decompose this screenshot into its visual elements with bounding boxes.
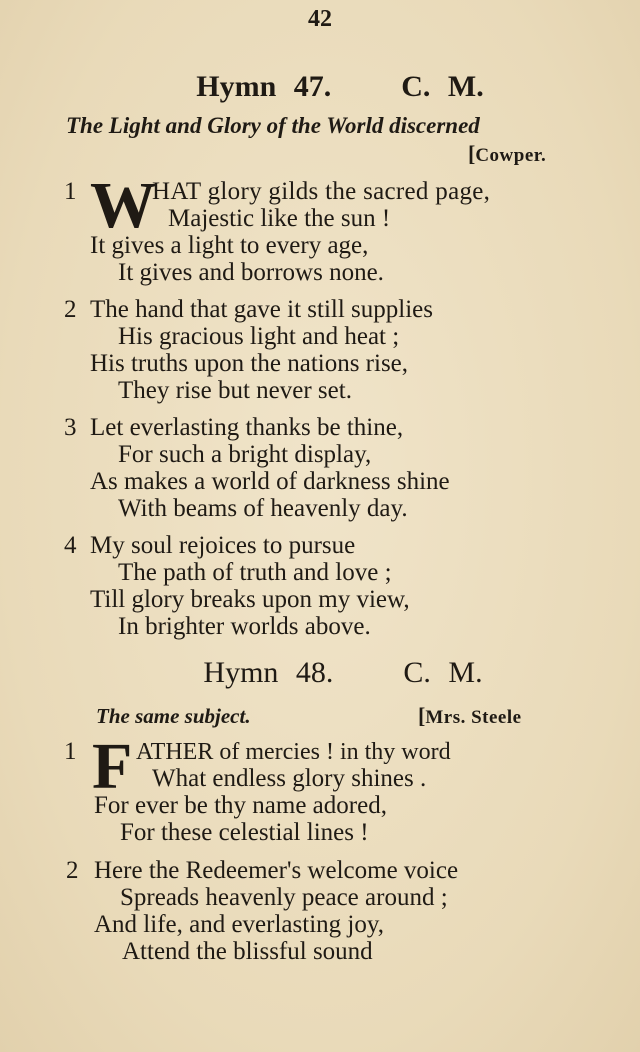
hymn-48-title: Hymn 48. C. M. xyxy=(203,656,483,689)
hymn-47-subtitle: The Light and Glory of the World discerned xyxy=(66,113,480,138)
verse-number: 2 xyxy=(64,296,77,323)
drop-cap: W xyxy=(90,169,156,242)
verse-line: The hand that gave it still supplies xyxy=(90,296,433,323)
drop-cap: F xyxy=(92,730,133,803)
verse-line: It gives a light to every age, xyxy=(90,232,369,259)
verse-line: Attend the blissful sound xyxy=(122,938,373,965)
verse-line: They rise but never set. xyxy=(118,377,352,404)
hymn-47-title: Hymn 47. C. M. xyxy=(196,70,484,103)
verse-line: Majestic like the sun ! xyxy=(168,205,391,232)
verse-line: Spreads heavenly peace around ; xyxy=(120,884,448,911)
verse-line: His truths upon the nations rise, xyxy=(90,350,409,377)
verse-line: For these celestial lines ! xyxy=(120,819,369,846)
verse-line: It gives and borrows none. xyxy=(118,259,384,286)
verse-number: 2 xyxy=(66,857,79,884)
verse-line: Here the Redeemer's welcome voice xyxy=(94,857,459,884)
verse-line: And life, and everlasting joy, xyxy=(94,911,384,938)
verse-line: What endless glory shines . xyxy=(152,765,427,792)
verse-line: In brighter worlds above. xyxy=(118,613,371,640)
author-name: Cowper. xyxy=(475,145,547,166)
verse-number: 1 xyxy=(64,178,77,205)
verse-line: Till glory breaks upon my view, xyxy=(90,586,410,613)
verse-line: My soul rejoices to pursue xyxy=(90,532,356,559)
author-bracket: [ xyxy=(468,141,476,166)
verse-line: ATHER of mercies ! in thy word xyxy=(136,739,451,765)
verse-line: Let everlasting thanks be thine, xyxy=(90,414,404,441)
verse-line: His gracious light and heat ; xyxy=(118,323,400,350)
verse-line: For ever be thy name adored, xyxy=(94,792,387,819)
verse-number: 4 xyxy=(64,532,77,559)
page-number: 42 xyxy=(308,6,332,32)
verse-number: 3 xyxy=(64,414,77,441)
verse-line: The path of truth and love ; xyxy=(118,559,392,586)
verse-line: With beams of heavenly day. xyxy=(118,495,408,522)
hymn-48-subtitle: The same subject. xyxy=(96,704,251,728)
hymn-47-author xyxy=(468,141,546,167)
verse-line: As makes a world of darkness shine xyxy=(90,468,450,495)
author-name: Mrs. Steele xyxy=(425,707,522,728)
verse-line: For such a bright display, xyxy=(118,441,372,468)
verse-number: 1 xyxy=(64,738,77,765)
hymn-48-author xyxy=(418,703,522,729)
author-bracket: [ xyxy=(418,703,426,728)
verse-line: HAT glory gilds the sacred page, xyxy=(152,178,491,205)
